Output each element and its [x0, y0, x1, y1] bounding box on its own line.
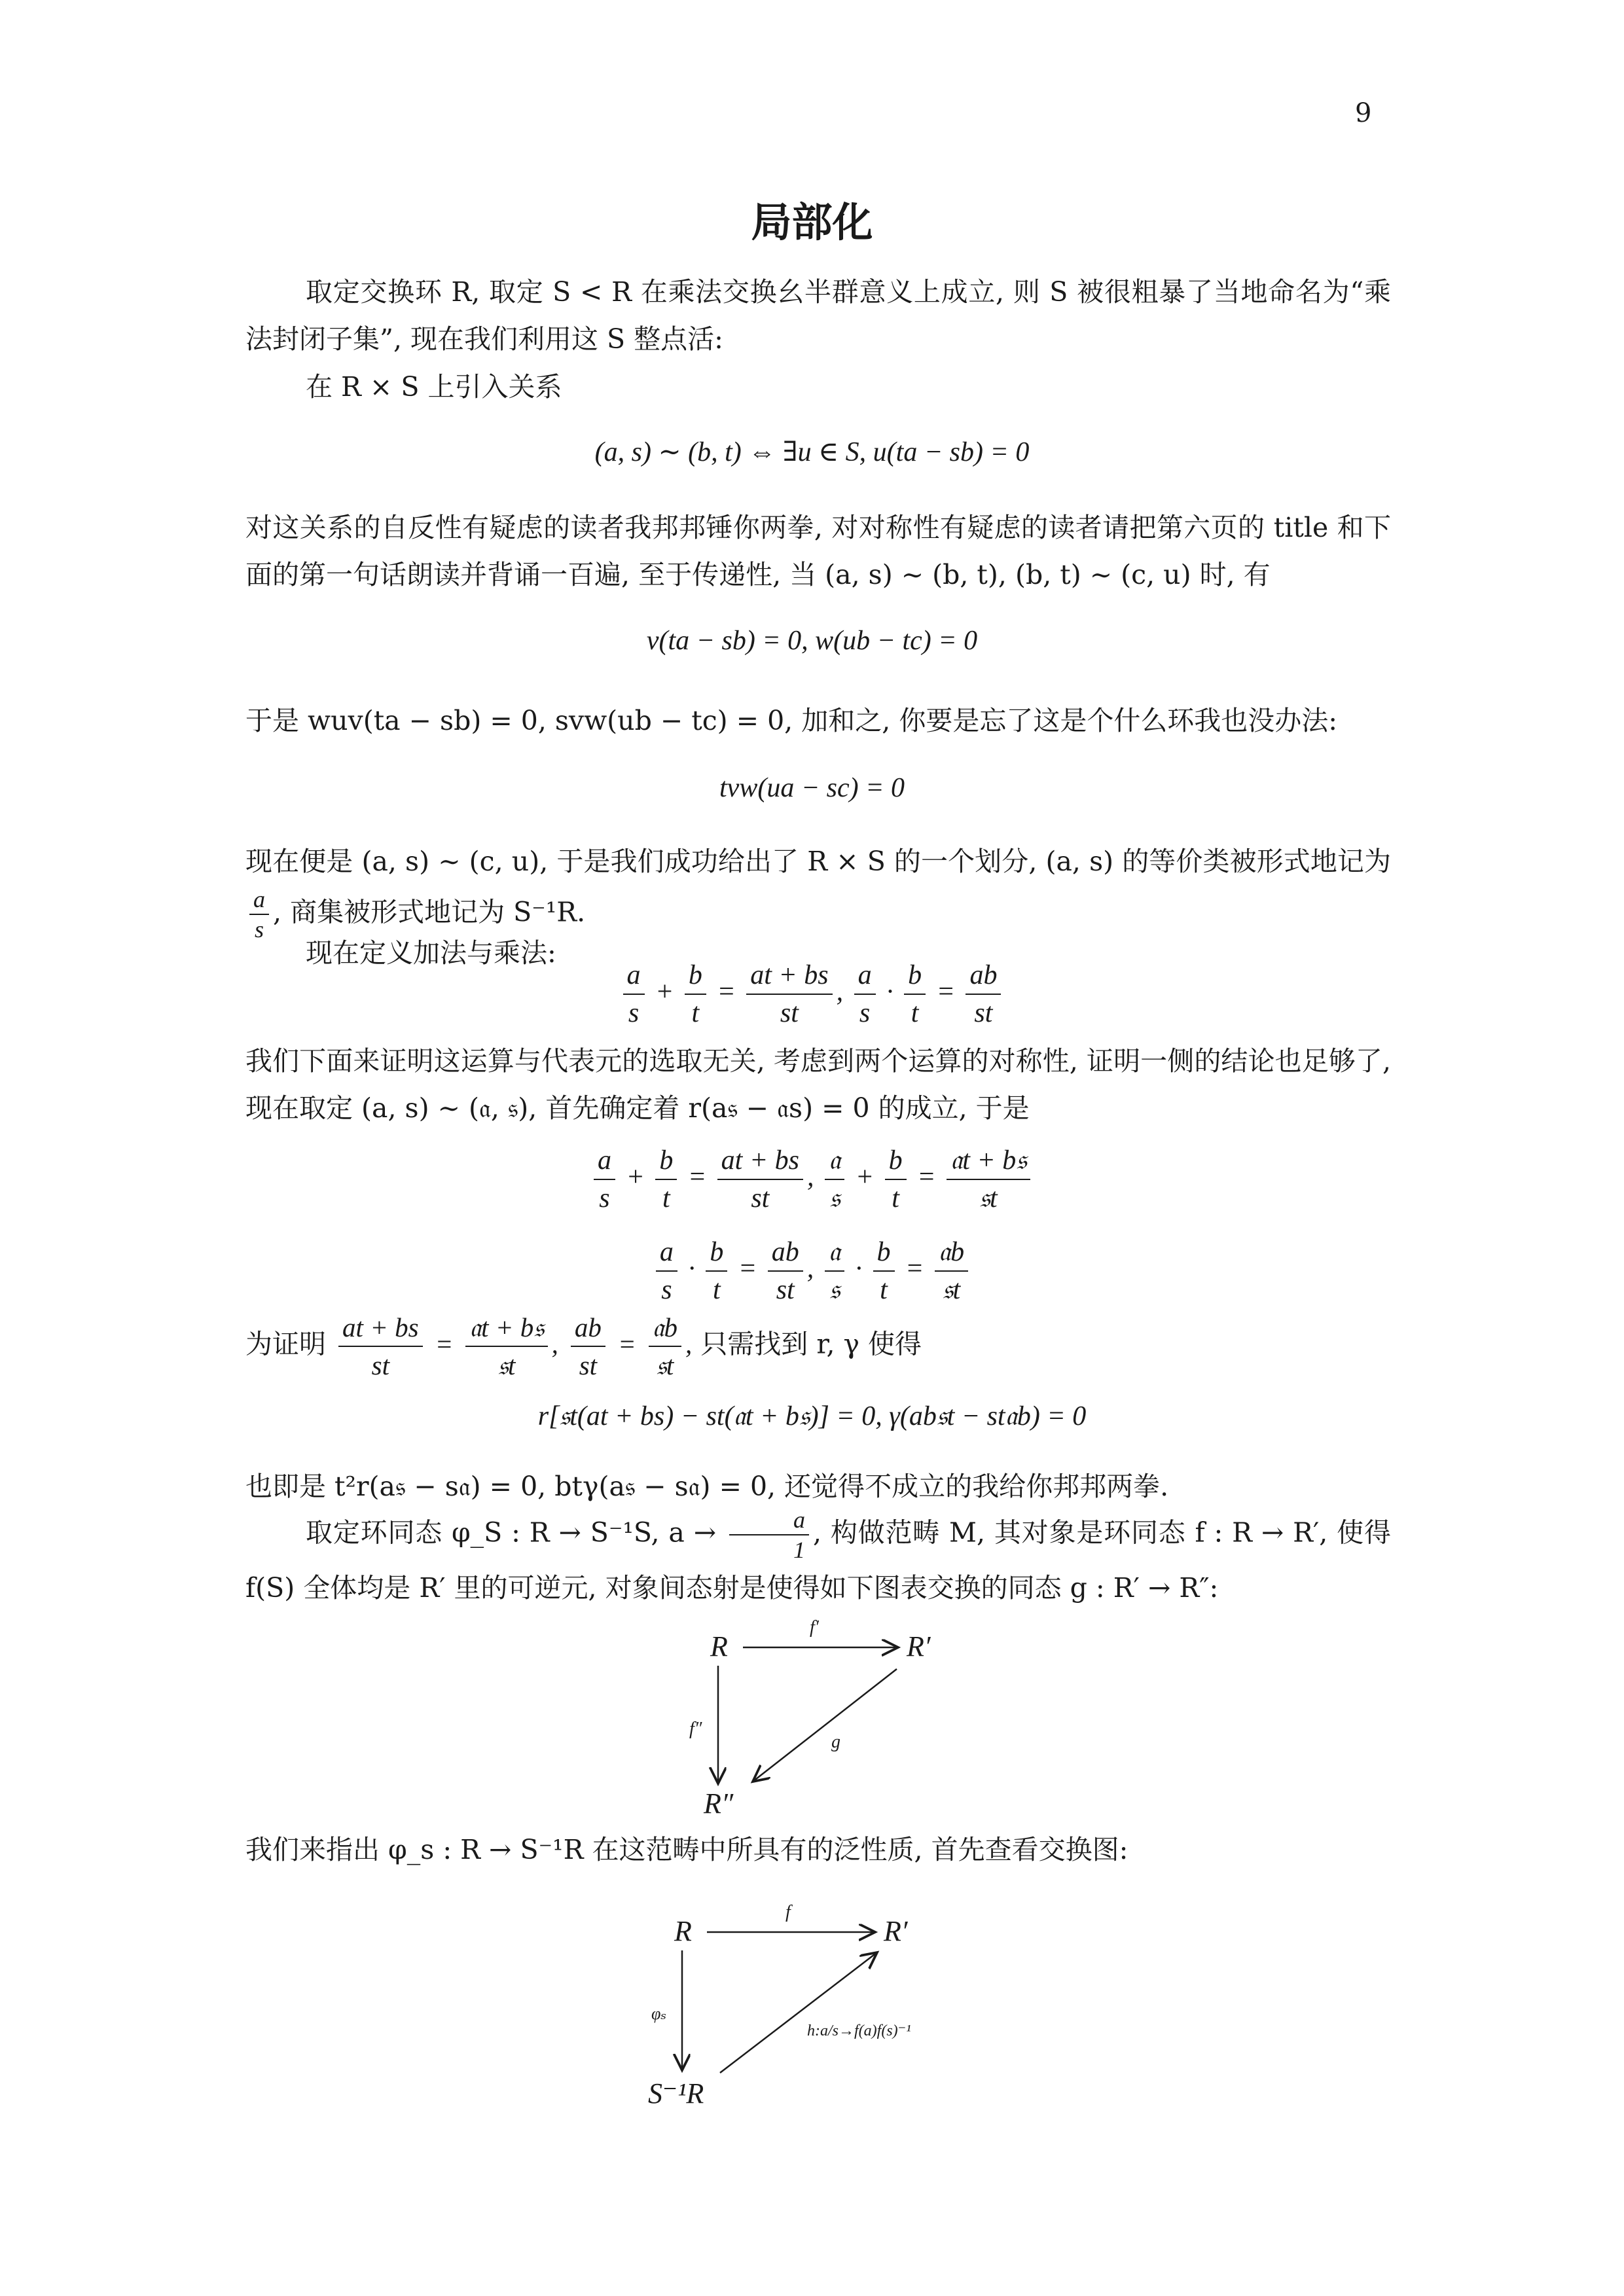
paragraph-relation: 在 R × S 上引入关系: [306, 371, 562, 403]
paragraph-quotient-text-a: 现在便是 (a, s) ∼ (c, u), 于是我们成功给出了 R × S 的一个划分, (a, s) 的等价类被形式地记为: [245, 846, 1391, 877]
label-g: g: [831, 1732, 840, 1752]
paragraph-conclusion: 也即是 t²r(a𝔰 − s𝔞) = 0, btγ(a𝔰 − s𝔞) = 0, 还觉得不成立的我给你邦邦两拳.: [245, 1471, 1169, 1502]
frac-b-t-2: $\frac{b}{t}$: [904, 957, 926, 1031]
label-f-double-prime: f″: [689, 1719, 702, 1739]
label-f-prime: f′: [810, 1617, 819, 1638]
frac-b-t: $\frac{b}{t}$: [685, 957, 706, 1031]
label-h: h:a/s→f(a)f(s)⁻¹: [807, 2022, 911, 2039]
paragraph-category: 取定环同态 φ_S : R → S⁻¹S, a → $\frac{a}{1}$ , 构做范畴 M, 其对象是环同态 f : R → R′, 使得 f(S) 全体均是 R′ 里的可逆元, 对象间态射是使得如下图表交换的同态 g : R′ → R″:: [245, 1507, 1391, 1604]
fraction-den: s: [249, 914, 269, 944]
equation-sum-representatives: $\frac{a}{s}$ + $\frac{b}{t}$ = $\frac{at + bs}{st}$ , $\frac{\text{𝔞}}{\text{𝔰}}$ + $\frac{b}{t}$ = $\frac{\text{𝔞t + b𝔰}}{\text{𝔰t}}$: [0, 1142, 1624, 1217]
commutative-diagram-1: [687, 1617, 982, 1835]
paragraph-sum: 于是 wuv(ta − sb) = 0, svw(ub − tc) = 0, 加和之, 你要是忘了这是个什么环我也没办法:: [245, 705, 1338, 736]
node-R: R: [710, 1630, 728, 1662]
paragraph-define-ops: 现在定义加法与乘法:: [306, 937, 556, 969]
commutative-diagram-2: [645, 1901, 1011, 2126]
node-R: R: [674, 1915, 692, 1947]
node-R-prime: R′: [907, 1630, 931, 1662]
frac-a-s: $\frac{a}{s}$: [623, 957, 645, 1031]
page-number: 9: [1355, 98, 1372, 128]
node-R-double-prime: R″: [704, 1787, 734, 1820]
fraction-num: a: [253, 886, 265, 912]
paragraph-well-defined: 我们下面来证明这运算与代表元的选取无关, 考虑到两个运算的对称性, 证明一侧的结论也足够了, 现在取定 (a, s) ∼ (𝔞, 𝔰), 首先确定着 r(a𝔰 − 𝔞s) = 0 的成立, 于是: [245, 1045, 1391, 1124]
frac-prod: $\frac{ab}{st}$: [965, 957, 1001, 1031]
paragraph-properties: 对这关系的自反性有疑虑的读者我邦邦锤你两拳, 对对称性有疑虑的读者请把第六页的 title 和下面的第一句话朗读并背诵一百遍, 至于传递性, 当 (a, s) ∼ (b, t), (b, t) ∼ (c, u) 时, 有: [245, 512, 1391, 590]
equation-transitivity: v(ta − sb) = 0, w(ub − tc) = 0: [646, 626, 978, 656]
node-S-inverse-R: S⁻¹R: [648, 2077, 704, 2109]
equation-find-r-gamma: r[𝔰t(at + bs) − st(𝔞t + b𝔰)] = 0, γ(ab𝔰t − st𝔞b) = 0: [537, 1401, 1087, 1431]
frac-sum: $\frac{at + bs}{st}$: [746, 957, 832, 1031]
paragraph-intro: 取定交换环 R, 取定 S < R 在乘法交换幺半群意义上成立, 则 S 被很粗暴了当地命名为“乘法封闭子集”, 现在我们利用这 S 整点活:: [245, 276, 1391, 355]
paragraph-universal-property: 我们来指出 φ_s : R → S⁻¹R 在这范畴中所具有的泛性质, 首先查看交换图:: [245, 1834, 1128, 1865]
paragraph-quotient-text-b: , 商集被形式地记为 S⁻¹R.: [273, 896, 586, 928]
node-R-prime: R′: [884, 1915, 908, 1947]
paragraph-to-prove: 为证明 $\frac{at + bs}{st}$ = $\frac{\text{𝔞t + b𝔰}}{\text{𝔰t}}$ , $\frac{ab}{st}$ = $\frac{\text{𝔞b}}{\text{𝔰t}}$ , 只需找到 r, γ 使得: [245, 1309, 1391, 1384]
frac-a-s-2: $\frac{a}{s}$: [854, 957, 876, 1031]
equation-relation: (a, s) ∼ (b, t) ⇔ ∃u ∈ S, u(ta − sb) = 0: [594, 437, 1030, 467]
equation-result: tvw(ua − sc) = 0: [719, 773, 905, 803]
label-phi-s: φₛ: [651, 2004, 667, 2023]
paragraph-quotient: [245, 838, 1391, 944]
equation-definition: $\frac{a}{s}$ + $\frac{b}{t}$ = $\frac{at + bs}{st}$ , $\frac{a}{s}$ · $\frac{b}{t}$ = $\frac{ab}{st}$: [0, 957, 1624, 1031]
label-f: f: [785, 1902, 791, 1922]
equation-product-representatives: $\frac{a}{s}$ · $\frac{b}{t}$ = $\frac{ab}{st}$ , $\frac{\text{𝔞}}{\text{𝔰}}$ · $\frac{b}{t}$ = $\frac{\text{𝔞b}}{\text{𝔰t}}$: [0, 1234, 1624, 1308]
page-title: 局部化: [751, 198, 873, 246]
